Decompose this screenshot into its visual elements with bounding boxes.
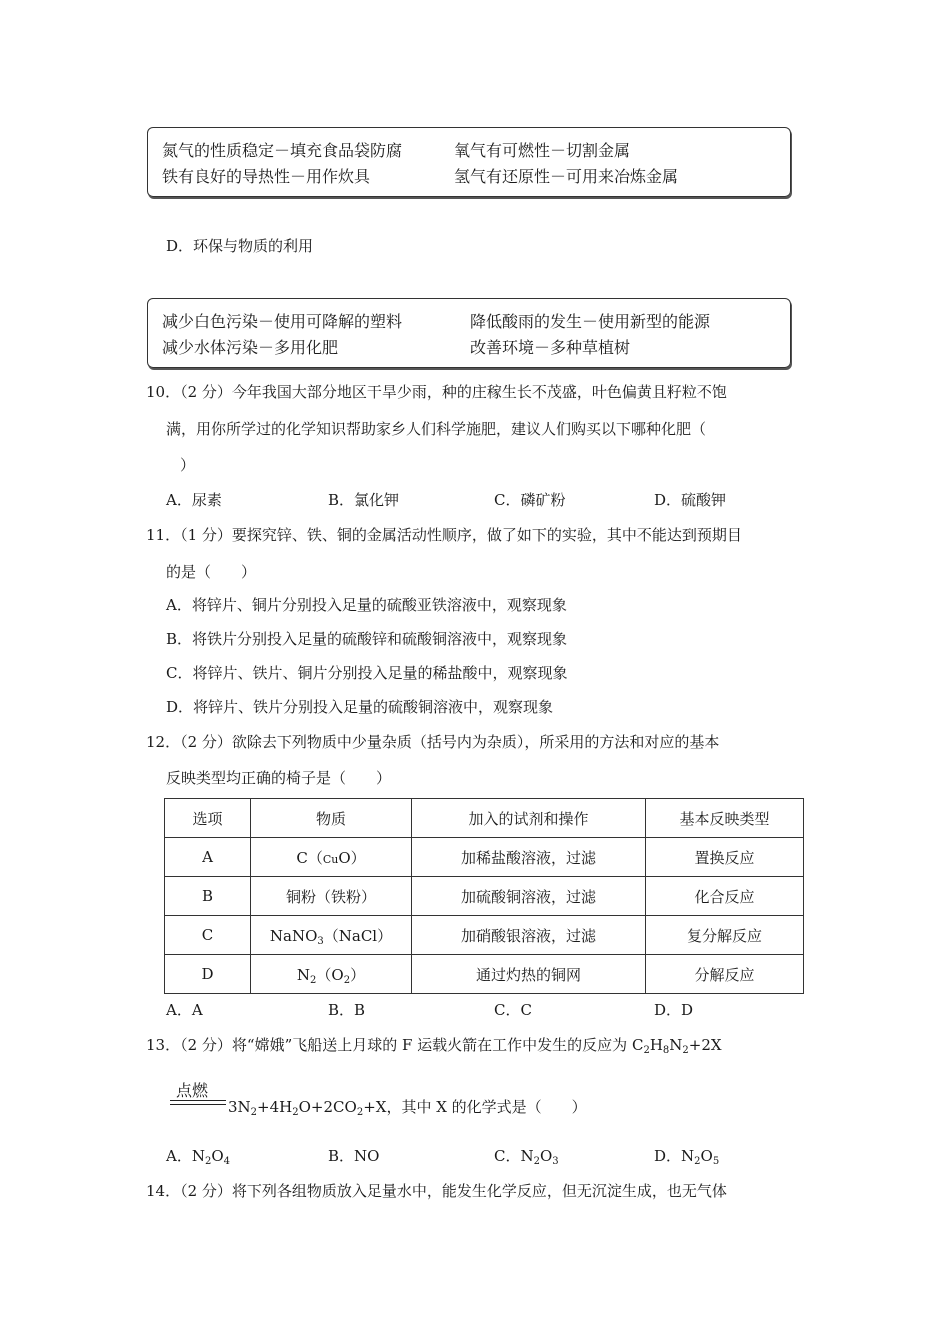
row-operation: 加硝酸银溶液，过滤 — [412, 916, 646, 955]
q11-option-d: D．将锌片、铁片分别投入足量的硫酸铜溶液中，观察现象 — [166, 698, 554, 716]
reaction-condition-mark — [170, 1078, 230, 1118]
q14-line1: 14．（2 分）将下列各组物质放入足量水中，能发生化学反应，但无沉淀生成，也无气体 — [146, 1182, 727, 1200]
q13-option-c: C．$N_2O_3$ — [494, 1147, 559, 1167]
box2-r2c2: 改善环境－多种草植树 — [470, 338, 631, 357]
table-header-row — [165, 799, 804, 838]
info-box-environment — [147, 298, 791, 368]
row-operation: 通过灼热的铜网 — [412, 955, 646, 994]
row-option: C — [165, 916, 251, 955]
q11-option-a: A．将锌片、铜片分别投入足量的硫酸亚铁溶液中，观察现象 — [166, 596, 567, 614]
q11-option-b: B．将铁片分别投入足量的硫酸锌和硫酸铜溶液中，观察现象 — [166, 630, 568, 648]
q13-option-b: B．NO — [328, 1147, 380, 1165]
header-substance: 物质 — [251, 799, 412, 838]
q11-option-c: C．将锌片、铁片、铜片分别投入足量的稀盐酸中，观察现象 — [166, 664, 568, 682]
q13-option-a: A．$N_2O_4$ — [166, 1147, 231, 1167]
option-d-heading: D．环保与物质的利用 — [166, 237, 314, 255]
q10-line3: ） — [180, 456, 196, 474]
table-row — [165, 838, 804, 877]
row-type: 分解反应 — [646, 955, 804, 994]
reaction-condition: 点燃 — [176, 1081, 209, 1100]
box2-r1c2: 降低酸雨的发生－使用新型的能源 — [470, 312, 711, 331]
q12-line2: 反映类型均正确的椅子是（ ） — [166, 769, 392, 787]
box2-r1c1: 减少白色污染－使用可降解的塑料 — [162, 312, 403, 331]
row-type: 复分解反应 — [646, 916, 804, 955]
q11-line1: 11．（1 分）要探究锌、铁、铜的金属活动性顺序，做了如下的实验，其中不能达到预期目 — [146, 526, 742, 544]
box2-r2c1: 减少水体污染－多用化肥 — [162, 338, 339, 357]
q11-line2: 的是（ ） — [166, 563, 257, 581]
q13-line1: 13．（2 分）将“嫦娥”飞船送上月球的 F 运载火箭在工作中发生的反应为 $C_2H_8N_2+2X$ — [146, 1036, 722, 1056]
q12-option-b: B．B — [328, 1001, 366, 1019]
q10-line2: 满，用你所学过的化学知识帮助家乡人们科学施肥，建议人们购买以下哪种化肥（ — [166, 420, 707, 438]
q10-option-a: A．尿素 — [166, 491, 222, 509]
table-row — [165, 916, 804, 955]
q12-option-d: D．D — [654, 1001, 694, 1019]
box1-r2c1: 铁有良好的导热性－用作炊具 — [162, 167, 371, 186]
header-operation: 加入的试剂和操作 — [412, 799, 646, 838]
q10-line1: 10．（2 分）今年我国大部分地区干旱少雨，种的庄稼生长不茂盛，叶色偏黄且籽粒不饱 — [146, 383, 727, 401]
header-option: 选项 — [165, 799, 251, 838]
options-table — [164, 798, 804, 994]
q10-option-d: D．硫酸钾 — [654, 491, 727, 509]
row-type: 化合反应 — [646, 877, 804, 916]
table-row — [165, 877, 804, 916]
q13-option-d: D．$N_2O_5$ — [654, 1147, 720, 1167]
row-option: A — [165, 838, 251, 877]
row-operation: 加稀盐酸溶液，过滤 — [412, 838, 646, 877]
box1-r2c2: 氢气有还原性－可用来冶炼金属 — [454, 167, 679, 186]
table-row — [165, 955, 804, 994]
header-type: 基本反映类型 — [646, 799, 804, 838]
q12-option-a: A．A — [166, 1001, 203, 1019]
box1-r1c1: 氮气的性质稳定－填充食品袋防腐 — [162, 141, 403, 160]
row-option: D — [165, 955, 251, 994]
q12-line1: 12．（2 分）欲除去下列物质中少量杂质（括号内为杂质），所采用的方法和对应的基本 — [146, 733, 720, 751]
row-type: 置换反应 — [646, 838, 804, 877]
row-operation: 加硫酸铜溶液，过滤 — [412, 877, 646, 916]
q10-option-b: B．氯化钾 — [328, 491, 400, 509]
q12-option-c: C．C — [494, 1001, 532, 1019]
equals-line-bottom — [170, 1104, 226, 1105]
row-substance: NaNO$_3$（NaCl） — [251, 916, 412, 955]
q10-option-c: C．磷矿粉 — [494, 491, 566, 509]
equals-line-top — [170, 1100, 226, 1101]
row-substance: C（CuO） — [251, 838, 412, 877]
info-box-properties — [147, 127, 791, 197]
box1-r1c2: 氧气有可燃性－切割金属 — [454, 141, 631, 160]
q13-line2: $3N_2+4H_2O+2CO_2+X$，其中 X 的化学式是（ ） — [228, 1098, 587, 1118]
row-option: B — [165, 877, 251, 916]
row-substance: 铜粉（铁粉） — [251, 877, 412, 916]
row-substance: $N_2(O_2)$ — [251, 955, 412, 994]
